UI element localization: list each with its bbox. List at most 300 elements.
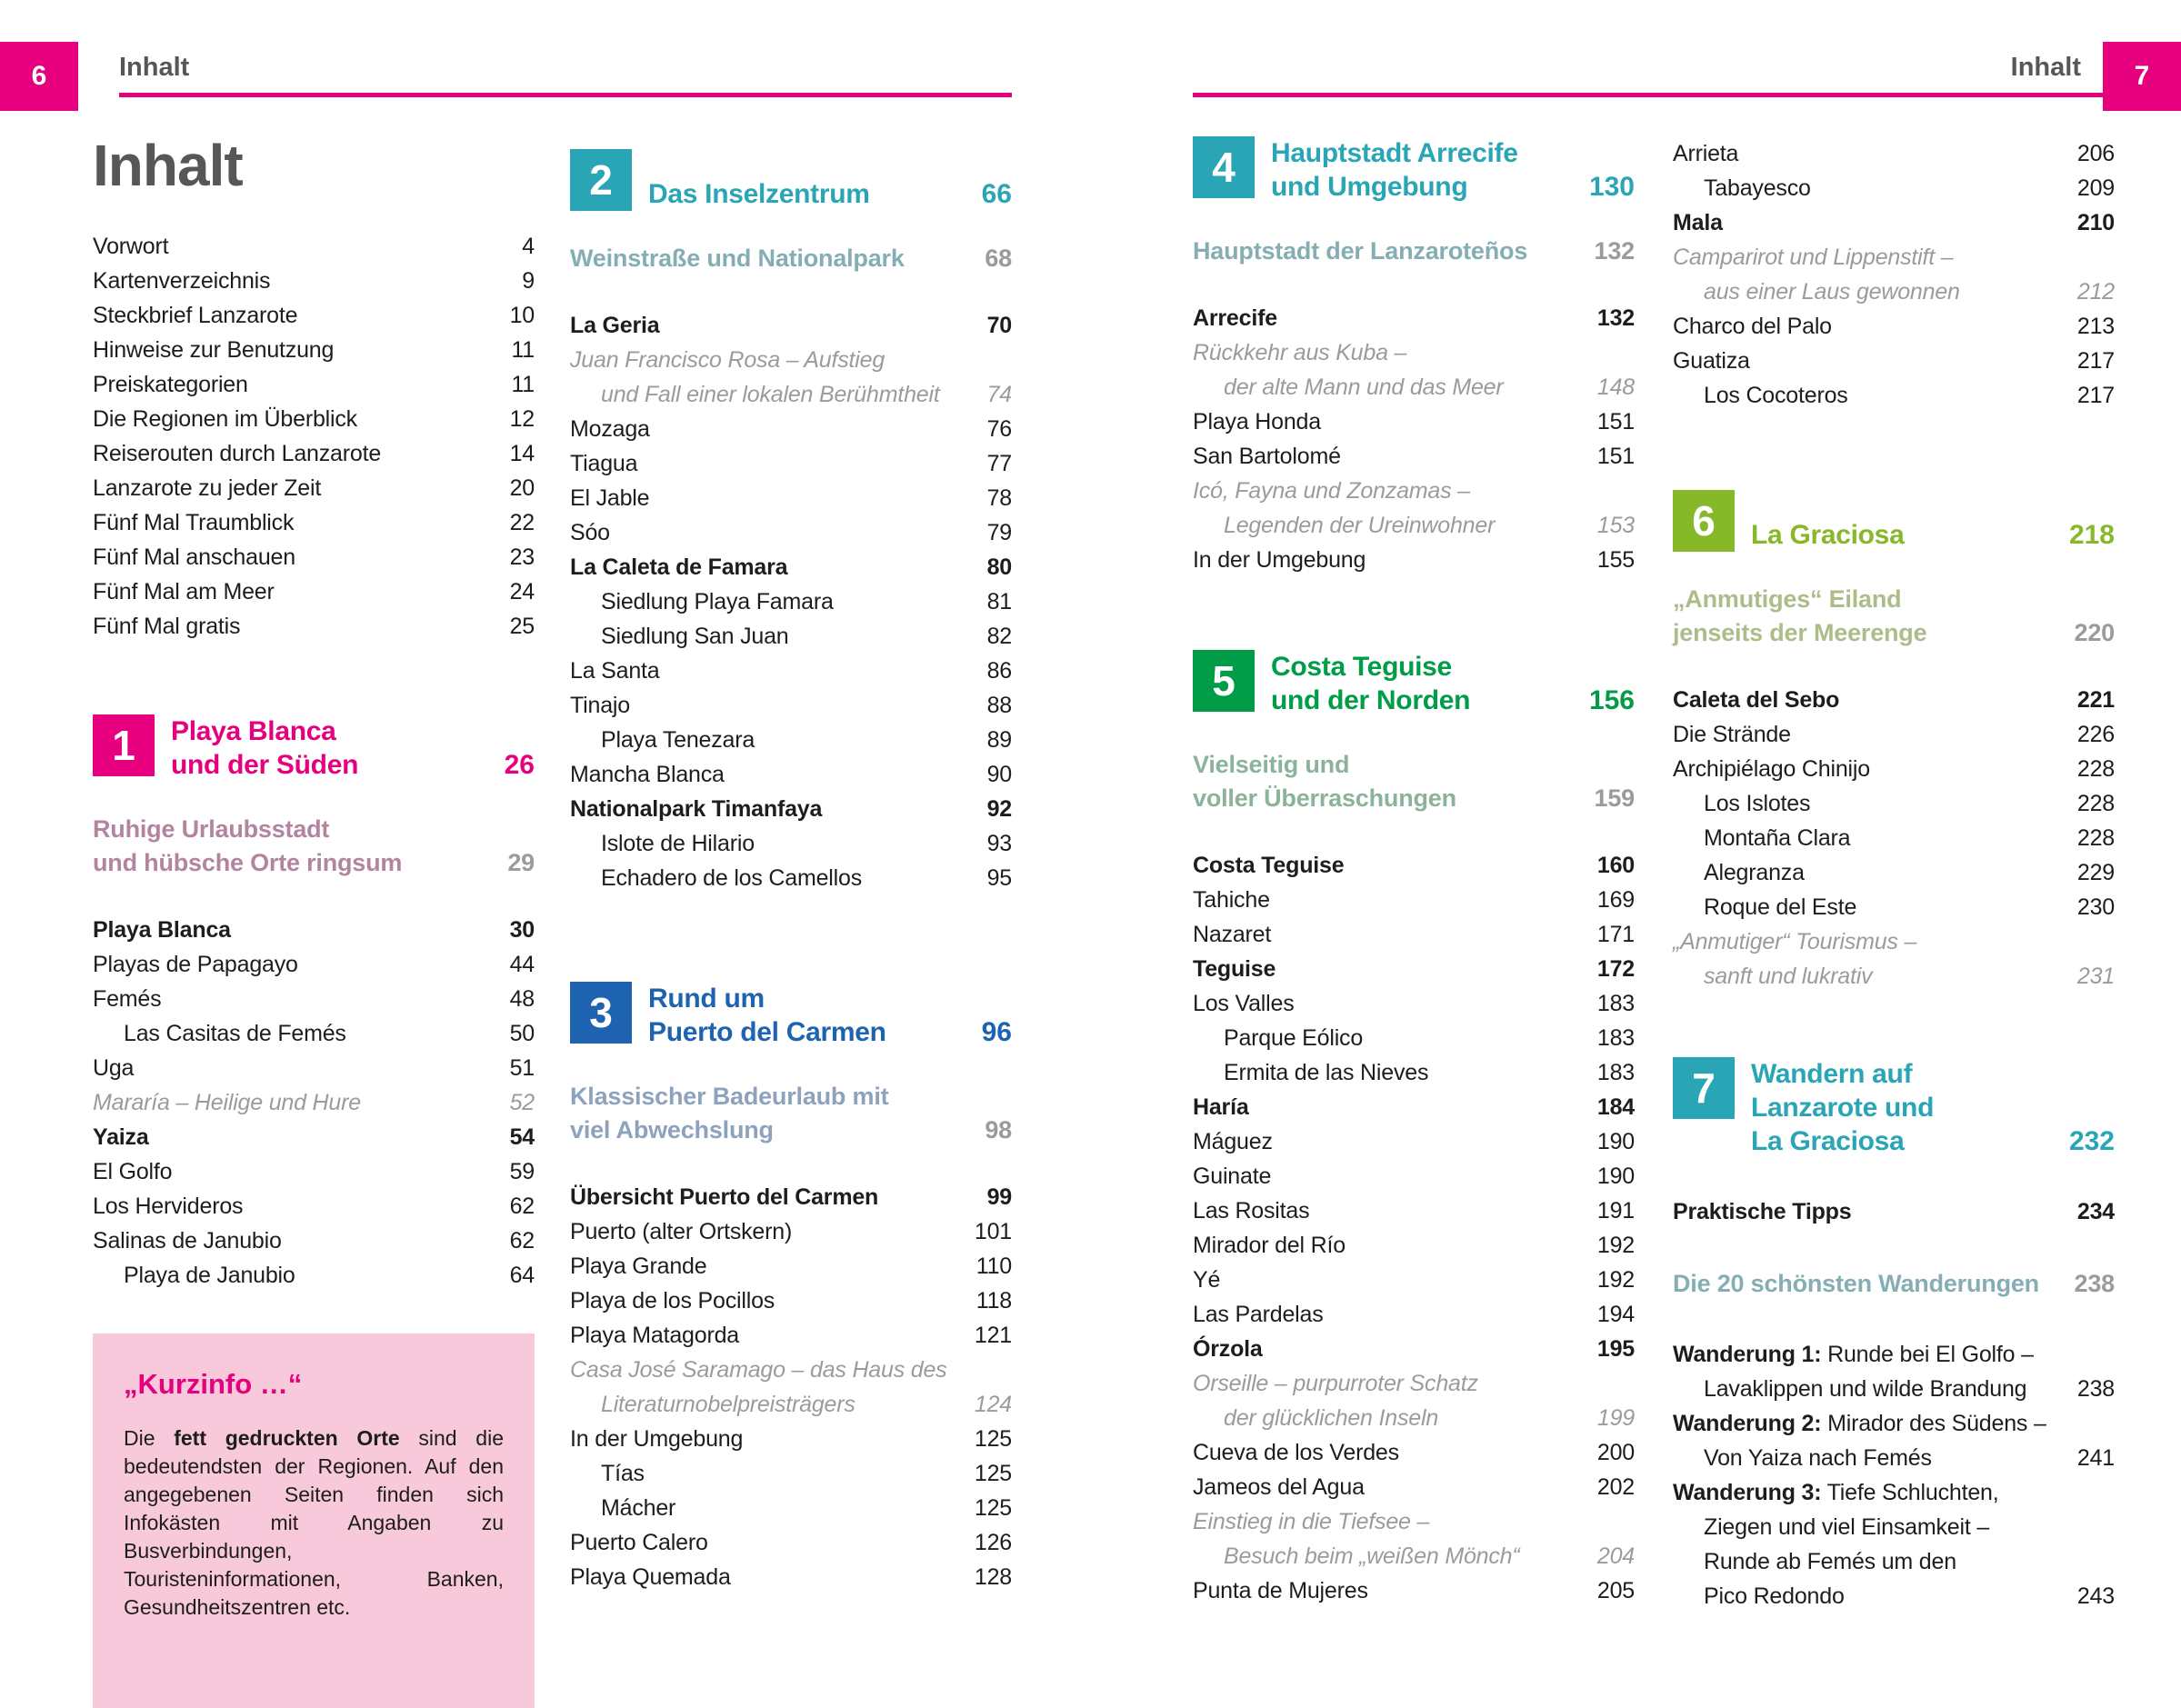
chapter-title	[1271, 136, 1578, 204]
chapter-number-badge: 7	[1673, 1057, 1735, 1119]
toc-row	[570, 1318, 1012, 1353]
toc-entry-label: Fünf Mal Traumblick	[93, 510, 295, 535]
toc-entry-page: 25	[509, 614, 535, 639]
toc-entry-page: 190	[1596, 1129, 1635, 1154]
toc-entry-label: Punta de Mujeres	[1193, 1578, 1368, 1603]
toc-entry-page: 101	[974, 1219, 1012, 1244]
toc-row	[1193, 1539, 1635, 1573]
toc-entry-page: 238	[2076, 1376, 2115, 1402]
header-rule-right	[1193, 93, 2114, 97]
toc-entry-page: 92	[986, 796, 1012, 822]
toc-entry-label: Guatiza	[1673, 348, 1750, 374]
toc-entry-page: 82	[986, 624, 1012, 649]
toc-entry-label: Salinas de Janubio	[93, 1228, 282, 1254]
toc-row	[1193, 1228, 1635, 1263]
chapter-page-number: 26	[504, 750, 535, 780]
toc-row	[1193, 508, 1635, 543]
chapter-title	[648, 149, 971, 211]
toc-entry-label: Yé	[1193, 1267, 1221, 1293]
toc-entry-page: 148	[1596, 375, 1635, 400]
toc-entry-page: 20	[509, 475, 535, 501]
chapter-heading	[1673, 1057, 2115, 1158]
kurzinfo-text-start: Die	[124, 1426, 175, 1450]
toc-entry-page: 231	[2076, 964, 2115, 989]
toc-row	[93, 505, 535, 540]
toc-row	[570, 619, 1012, 654]
toc-rows-block	[570, 1180, 1012, 1594]
toc-entry-label: Casa José Saramago – das Haus des	[570, 1357, 947, 1383]
toc-entry-label: Reiserouten durch Lanzarote	[93, 441, 382, 466]
page-title: Inhalt	[93, 133, 243, 198]
chapter-title-line: La Graciosa	[1751, 1126, 1905, 1156]
page-number-tab-right: 7	[2103, 42, 2181, 111]
toc-row	[1673, 171, 2115, 205]
toc-row	[570, 1525, 1012, 1560]
chapter-page-number: 156	[1588, 685, 1635, 715]
toc-entry-label: und Fall einer lokalen Berühmtheit	[601, 382, 940, 407]
chapter-page-number: 130	[1588, 172, 1635, 202]
toc-row	[570, 1214, 1012, 1249]
section-subtitle-page: 132	[1594, 237, 1635, 265]
toc-entry-label: Runde ab Femés um den	[1704, 1549, 1956, 1574]
toc-row	[1673, 683, 2115, 717]
chapter-title-line: Rund um	[648, 984, 765, 1014]
toc-entry-label: Fünf Mal gratis	[93, 614, 241, 639]
toc-row	[1193, 1435, 1635, 1470]
toc-entry-page: 213	[2076, 314, 2115, 339]
chapter-page-number: 232	[2068, 1126, 2115, 1156]
toc-entry-label: Arrieta	[1673, 141, 1739, 166]
toc-row	[1193, 1124, 1635, 1159]
toc-row	[93, 298, 535, 333]
toc-row	[570, 412, 1012, 446]
toc-entry-label: Playa Tenezara	[601, 727, 755, 753]
toc-entry-page: 14	[509, 441, 535, 466]
section-subtitle-page: 68	[985, 245, 1012, 272]
toc-row	[1673, 1544, 2115, 1579]
toc-row	[93, 913, 535, 947]
toc-entry-label: Siedlung San Juan	[601, 624, 789, 649]
chapter-title-line: Playa Blanca	[171, 716, 336, 746]
toc-rows-block	[1673, 683, 2115, 994]
toc-entry-page: 155	[1596, 547, 1635, 573]
toc-entry-page: 10	[509, 303, 535, 328]
toc-entry-page: 226	[2076, 722, 2115, 747]
section-subtitle-text: jenseits der Meerenge	[1673, 619, 1927, 646]
toc-entry-page: 23	[509, 544, 535, 570]
toc-row	[570, 1180, 1012, 1214]
toc-entry-page: 132	[1596, 305, 1635, 331]
toc-entry-label: Las Casitas de Femés	[124, 1021, 346, 1046]
toc-row	[1193, 1366, 1635, 1401]
toc-row	[1193, 405, 1635, 439]
toc-row	[1193, 439, 1635, 474]
toc-entry-label: Tinajo	[570, 693, 630, 718]
toc-entry-page: 195	[1596, 1336, 1635, 1362]
toc-entry-label: Los Islotes	[1704, 791, 1811, 816]
toc-row	[1193, 1573, 1635, 1608]
kurzinfo-title: „Kurzinfo …“	[124, 1368, 303, 1400]
toc-entry-label: Caleta del Sebo	[1673, 687, 1840, 713]
toc-row	[93, 574, 535, 609]
toc-entry-label: Costa Teguise	[1193, 853, 1345, 878]
toc-entry-label: Wanderung 2: Mirador des Südens –	[1673, 1411, 2046, 1436]
toc-entry-label: Las Rositas	[1193, 1198, 1310, 1224]
toc-entry-page: 151	[1596, 444, 1635, 469]
toc-row	[570, 1387, 1012, 1422]
toc-entry-label: „Anmutiger“ Tourismus –	[1673, 929, 1917, 954]
toc-entry-label: Nazaret	[1193, 922, 1272, 947]
section-subtitle-page: 29	[507, 849, 535, 876]
toc-entry-label: La Santa	[570, 658, 660, 684]
toc-row	[570, 550, 1012, 584]
toc-entry-label: Besuch beim „weißen Mönch“	[1224, 1543, 1520, 1569]
toc-entry-label: El Golfo	[93, 1159, 173, 1184]
toc-rows-block	[1673, 1337, 2115, 1613]
toc-rows-block	[1673, 136, 2115, 413]
toc-row	[1673, 344, 2115, 378]
toc-entry-label: Teguise	[1193, 956, 1276, 982]
chapter-title-line: und der Süden	[171, 750, 359, 780]
toc-entry-page: 217	[2076, 383, 2115, 408]
toc-entry-page: 191	[1596, 1198, 1635, 1224]
toc-entry-label: In der Umgebung	[1193, 547, 1366, 573]
toc-entry-label: Playa Quemada	[570, 1564, 731, 1590]
section-subtitle-page: 238	[2074, 1270, 2115, 1297]
toc-row	[93, 1224, 535, 1258]
chapter-number-badge: 1	[93, 714, 155, 776]
toc-entry-page: 210	[2076, 210, 2115, 235]
toc-row	[1193, 1470, 1635, 1504]
section-subtitle-line	[1673, 1267, 2115, 1301]
toc-entry-label: Legenden der Ureinwohner	[1224, 513, 1496, 538]
toc-row	[93, 402, 535, 436]
toc-entry-label: Arrecife	[1193, 305, 1277, 331]
toc-entry-label: Los Valles	[1193, 991, 1295, 1016]
section-subtitle	[1673, 583, 2115, 650]
toc-row	[1673, 136, 2115, 171]
toc-row	[93, 471, 535, 505]
toc-entry-label: Wanderung 1: Runde bei El Golfo –	[1673, 1342, 2034, 1367]
toc-row	[1193, 1194, 1635, 1228]
toc-row	[570, 446, 1012, 481]
toc-entry-page: 243	[2076, 1583, 2115, 1609]
toc-row	[93, 264, 535, 298]
toc-row	[1673, 240, 2115, 275]
toc-entry-label: Playa Matagorda	[570, 1323, 740, 1348]
toc-entry-label: Charco del Palo	[1673, 314, 1832, 339]
toc-entry-label: Femés	[93, 986, 162, 1012]
toc-entry-page: 205	[1596, 1578, 1635, 1603]
toc-entry-page: 77	[986, 451, 1012, 476]
toc-entry-label: El Jable	[570, 485, 650, 511]
toc-entry-label: Playa Blanca	[93, 917, 231, 943]
toc-row	[1673, 890, 2115, 924]
toc-entry-label: Pico Redondo	[1704, 1583, 1845, 1609]
toc-entry-label: Sóo	[570, 520, 610, 545]
toc-entry-page: 202	[1596, 1474, 1635, 1500]
toc-row	[1673, 1372, 2115, 1406]
toc-row	[570, 584, 1012, 619]
toc-entry-label: Uga	[93, 1055, 135, 1081]
toc-row	[1193, 986, 1635, 1021]
toc-entry-label: Mancha Blanca	[570, 762, 725, 787]
section-subtitle-text: Klassischer Badeurlaub mit	[570, 1083, 889, 1110]
kurzinfo-text-end: sind die bedeutendsten der Regionen. Auf den angegebenen Seiten finden sich Infokästen mit Angaben zu Busverbindungen, Touristeninformationen, Banken, Gesundheitszentren etc.	[124, 1426, 504, 1619]
toc-entry-label: Montaña Clara	[1704, 825, 1851, 851]
toc-entry-label: der glücklichen Inseln	[1224, 1405, 1439, 1431]
toc-entry-page: 209	[2076, 175, 2115, 201]
toc-entry-page: 9	[522, 268, 535, 294]
toc-entry-label: Playa Honda	[1193, 409, 1321, 434]
toc-entry-label: Icó, Fayna und Zonzamas –	[1193, 478, 1470, 504]
toc-entry-label: Wanderung 3: Tiefe Schluchten,	[1673, 1480, 1999, 1505]
toc-entry-label: Einstieg in die Tiefsee –	[1193, 1509, 1430, 1534]
toc-row	[570, 757, 1012, 792]
chapter-page-number: 66	[981, 179, 1012, 209]
chapter-title-line: La Graciosa	[1751, 520, 1905, 550]
toc-row	[93, 540, 535, 574]
toc-entry-label: Juan Francisco Rosa – Aufstieg	[570, 347, 885, 373]
toc-entry-label: Preiskategorien	[93, 372, 248, 397]
toc-entry-page: 48	[509, 986, 535, 1012]
toc-row	[93, 1189, 535, 1224]
toc-entry-page: 160	[1596, 853, 1635, 878]
toc-row	[570, 1249, 1012, 1283]
toc-row	[570, 826, 1012, 861]
chapter-heading	[570, 149, 1012, 211]
toc-entry-page: 11	[511, 337, 535, 363]
toc-entry-page: 70	[986, 313, 1012, 338]
toc-rows-block	[1193, 301, 1635, 577]
toc-row	[93, 333, 535, 367]
chapter-number-badge: 6	[1673, 490, 1735, 552]
toc-row	[1193, 1090, 1635, 1124]
chapter-title-line: Wandern auf	[1751, 1059, 1913, 1089]
toc-entry-page: 90	[986, 762, 1012, 787]
chapter-number-badge: 4	[1193, 136, 1255, 198]
toc-entry-page: 125	[974, 1461, 1012, 1486]
toc-rows-block	[93, 229, 535, 644]
kurzinfo-box	[93, 1333, 535, 1708]
section-subtitle	[93, 813, 535, 880]
toc-entry-label: Echadero de los Camellos	[601, 865, 863, 891]
toc-row	[1193, 1504, 1635, 1539]
section-subtitle	[1193, 748, 1635, 815]
page-number-tab-left: 6	[0, 42, 78, 111]
toc-row	[1193, 952, 1635, 986]
section-subtitle-text: voller Überraschungen	[1193, 784, 1456, 812]
toc-row	[570, 1283, 1012, 1318]
toc-entry-label: Tahiche	[1193, 887, 1270, 913]
section-subtitle-line	[570, 242, 1012, 275]
toc-entry-label: Ermita de las Nieves	[1224, 1060, 1429, 1085]
toc-entry-page: 86	[986, 658, 1012, 684]
toc-entry-page: 183	[1596, 1060, 1635, 1085]
toc-entry-label: Puerto (alter Ortskern)	[570, 1219, 793, 1244]
chapter-page-number: 96	[981, 1017, 1012, 1047]
toc-entry-label: Lanzarote zu jeder Zeit	[93, 475, 322, 501]
toc-row	[1673, 1194, 2115, 1229]
toc-entry-page: 206	[2076, 141, 2115, 166]
toc-entry-label: In der Umgebung	[570, 1426, 744, 1452]
toc-entry-page: 52	[509, 1090, 535, 1115]
toc-entry-label: Fünf Mal am Meer	[93, 579, 275, 604]
toc-entry-page: 194	[1596, 1302, 1635, 1327]
toc-row	[1193, 370, 1635, 405]
toc-entry-prefix: Wanderung 2:	[1673, 1411, 1822, 1436]
toc-row	[1673, 275, 2115, 309]
toc-entry-page: 124	[974, 1392, 1012, 1417]
toc-entry-page: 12	[509, 406, 535, 432]
toc-entry-label: Playa Grande	[570, 1254, 707, 1279]
toc-entry-label: aus einer Laus gewonnen	[1704, 279, 1960, 305]
toc-entry-page: 93	[986, 831, 1012, 856]
chapter-title	[171, 714, 494, 782]
toc-entry-page: 50	[509, 1021, 535, 1046]
toc-entry-page: 11	[511, 372, 535, 397]
toc-entry-label: Übersicht Puerto del Carmen	[570, 1184, 879, 1210]
toc-entry-page: 212	[2076, 279, 2115, 305]
toc-entry-page: 89	[986, 727, 1012, 753]
toc-entry-page: 79	[986, 520, 1012, 545]
toc-entry-page: 118	[975, 1288, 1012, 1313]
section-subtitle-page: 98	[985, 1116, 1012, 1144]
toc-row	[1193, 848, 1635, 883]
toc-row	[570, 1491, 1012, 1525]
toc-row	[93, 609, 535, 644]
toc-row	[1673, 752, 2115, 786]
toc-entry-label: Islote de Hilario	[601, 831, 755, 856]
toc-row	[1193, 1263, 1635, 1297]
section-subtitle-text: Ruhige Urlaubsstadt	[93, 815, 330, 843]
section-subtitle-line	[1193, 782, 1635, 815]
toc-row	[1673, 959, 2115, 994]
toc-entry-page: 99	[986, 1184, 1012, 1210]
toc-entry-label: Tabayesco	[1704, 175, 1811, 201]
chapter-number-badge: 3	[570, 982, 632, 1044]
section-subtitle-line	[1673, 583, 2115, 616]
toc-entry-label: Nationalpark Timanfaya	[570, 796, 823, 822]
toc-entry-label: Máguez	[1193, 1129, 1273, 1154]
toc-entry-label: Parque Eólico	[1224, 1025, 1364, 1051]
toc-entry-label: Las Pardelas	[1193, 1302, 1324, 1327]
toc-entry-label: Siedlung Playa Famara	[601, 589, 834, 614]
chapter-number-badge: 2	[570, 149, 632, 211]
section-subtitle-line	[1673, 616, 2115, 650]
toc-entry-label: Playa de Janubio	[124, 1263, 295, 1288]
toc-row	[1673, 717, 2115, 752]
toc-entry-label: Fünf Mal anschauen	[93, 544, 295, 570]
toc-row	[1193, 1055, 1635, 1090]
toc-entry-page: 234	[2076, 1199, 2115, 1224]
toc-column-2	[570, 136, 1012, 1594]
toc-entry-label: Orseille – purpurroter Schatz	[1193, 1371, 1478, 1396]
chapter-heading	[1193, 136, 1635, 204]
toc-row	[570, 343, 1012, 377]
toc-entry-page: 125	[974, 1495, 1012, 1521]
toc-column-1	[93, 133, 535, 1293]
toc-entry-label: Guinate	[1193, 1164, 1272, 1189]
section-subtitle-line	[1193, 235, 1635, 268]
toc-row	[93, 982, 535, 1016]
toc-row	[1193, 1159, 1635, 1194]
toc-entry-page: 241	[2076, 1445, 2115, 1471]
toc-entry-page: 44	[509, 952, 535, 977]
toc-row	[1193, 543, 1635, 577]
toc-entry-page: 229	[2076, 860, 2115, 885]
toc-entry-page: 78	[986, 485, 1012, 511]
section-subtitle-line	[570, 1080, 1012, 1114]
toc-entry-label: Los Cocoteros	[1704, 383, 1848, 408]
toc-row	[1193, 335, 1635, 370]
section-subtitle	[570, 1080, 1012, 1147]
toc-entry-page: 126	[974, 1530, 1012, 1555]
toc-entry-page: 221	[2076, 687, 2115, 713]
section-subtitle	[570, 242, 1012, 275]
toc-entry-label: Órzola	[1193, 1336, 1263, 1362]
toc-row	[93, 1154, 535, 1189]
section-subtitle-text: Die 20 schönsten Wanderungen	[1673, 1270, 2039, 1297]
toc-entry-page: 81	[986, 589, 1012, 614]
toc-row	[93, 1258, 535, 1293]
toc-row	[570, 1422, 1012, 1456]
toc-entry-page: 183	[1596, 991, 1635, 1016]
section-subtitle-page: 159	[1594, 784, 1635, 812]
toc-entry-page: 200	[1596, 1440, 1635, 1465]
toc-row	[93, 1051, 535, 1085]
toc-entry-label: Los Hervideros	[93, 1194, 244, 1219]
toc-entry-page: 228	[2076, 756, 2115, 782]
toc-entry-label: Archipiélago Chinijo	[1673, 756, 1870, 782]
toc-row	[570, 515, 1012, 550]
toc-entry-label: Mararía – Heilige und Hure	[93, 1090, 361, 1115]
section-subtitle-line	[1193, 748, 1635, 782]
toc-entry-page: 192	[1596, 1233, 1635, 1258]
toc-entry-page: 110	[975, 1254, 1012, 1279]
toc-entry-label: Mirador del Río	[1193, 1233, 1346, 1258]
toc-entry-page: 64	[509, 1263, 535, 1288]
toc-row	[570, 654, 1012, 688]
toc-entry-label: Jameos del Agua	[1193, 1474, 1365, 1500]
kurzinfo-text	[124, 1424, 504, 1622]
toc-row	[570, 688, 1012, 723]
toc-row	[1673, 309, 2115, 344]
toc-entry-label: Die Strände	[1673, 722, 1791, 747]
section-subtitle-line	[93, 846, 535, 880]
toc-row	[1673, 205, 2115, 240]
toc-entry-label: der alte Mann und das Meer	[1224, 375, 1504, 400]
toc-entry-label: Roque del Este	[1704, 894, 1857, 920]
toc-row	[93, 1085, 535, 1120]
section-subtitle-page: 220	[2074, 619, 2115, 646]
toc-entry-page: 22	[509, 510, 535, 535]
toc-entry-page: 62	[509, 1194, 535, 1219]
toc-entry-label: Playas de Papagayo	[93, 952, 298, 977]
toc-row	[570, 377, 1012, 412]
toc-entry-label: Ziegen und viel Einsamkeit –	[1704, 1514, 1990, 1540]
toc-row	[1673, 855, 2115, 890]
toc-entry-label: Lavaklippen und wilde Brandung	[1704, 1376, 2027, 1402]
toc-entry-label: sanft und lukrativ	[1704, 964, 1873, 989]
toc-entry-label: Mácher	[601, 1495, 676, 1521]
toc-row	[93, 367, 535, 402]
toc-entry-page: 128	[974, 1564, 1012, 1590]
chapter-title	[1751, 490, 2058, 552]
section-subtitle	[1673, 1267, 2115, 1301]
toc-entry-label: Tías	[601, 1461, 645, 1486]
toc-entry-page: 228	[2076, 825, 2115, 851]
